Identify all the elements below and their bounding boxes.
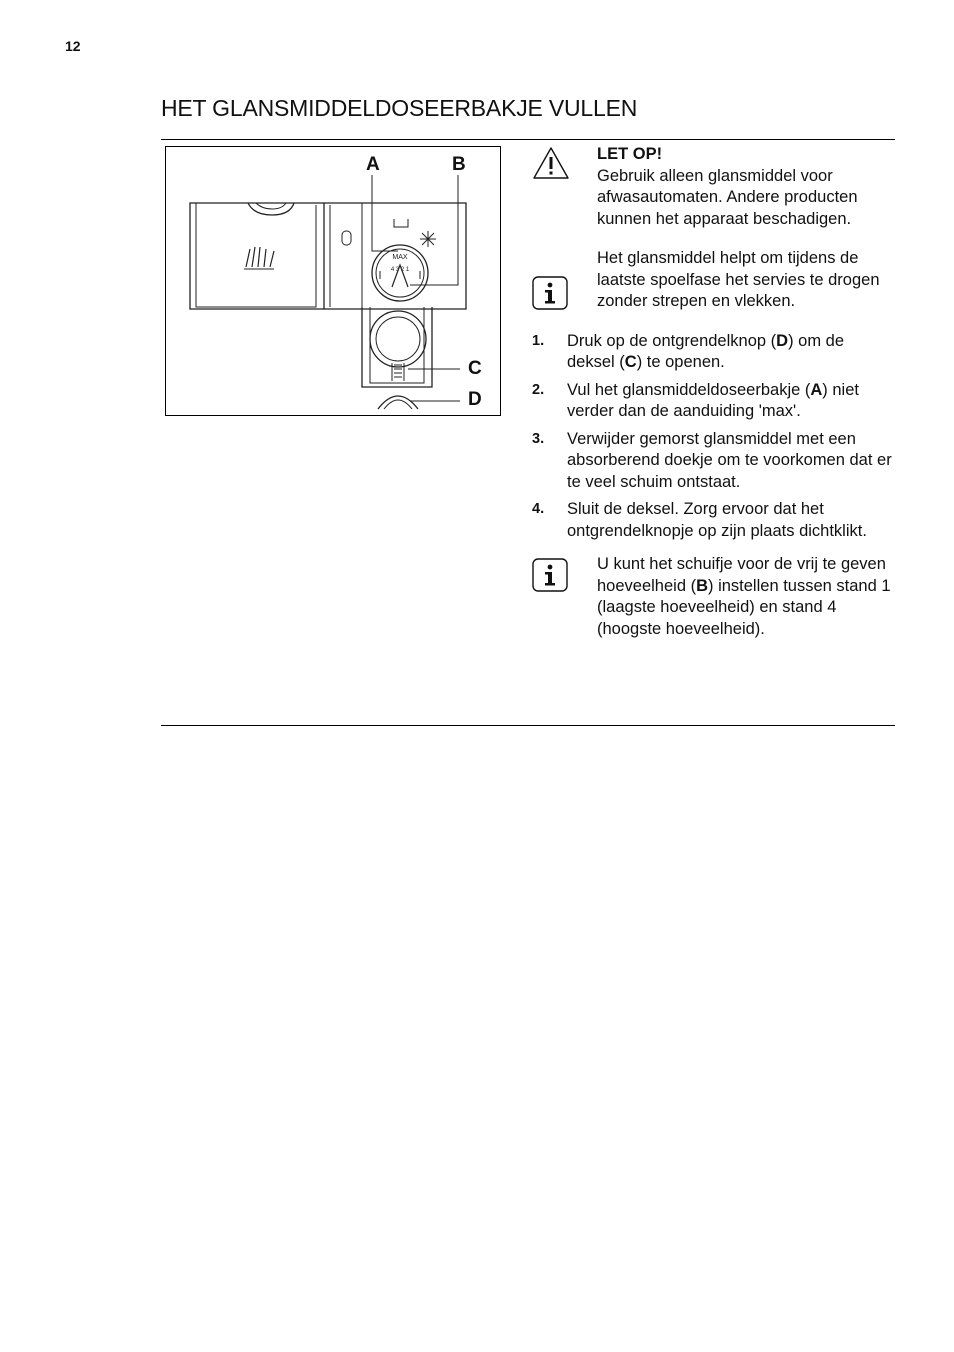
callout-c: C xyxy=(468,358,482,379)
callout-line-b xyxy=(410,175,458,285)
dispenser-outline xyxy=(190,203,324,309)
step-text: Sluit de deksel. Zorg ervoor dat het ontgrendelknopje op zijn plaats dichtklikt. xyxy=(567,500,867,540)
callout-a: A xyxy=(366,154,380,175)
refill-cap xyxy=(370,311,426,367)
info-text-1: Het glansmiddel helpt om tijdens de laatste spoelfase het servies te drogen zonder strepen en vlekken. xyxy=(597,249,880,310)
step-key: A xyxy=(810,380,823,399)
callout-b: B xyxy=(452,154,466,175)
top-rule xyxy=(161,139,895,140)
warning-notice xyxy=(532,144,892,230)
info-icon xyxy=(532,558,568,592)
step-text: ) om de deksel ( xyxy=(567,331,844,371)
callout-d: D xyxy=(468,389,482,410)
instructions-column xyxy=(532,144,892,640)
step-text: Verwijder gemorst glansmiddel met een absorberend doekje om te voorkomen dat er te veel schuim ontstaat. xyxy=(567,429,892,491)
release-button xyxy=(378,396,418,409)
step-text: ) te openen. xyxy=(636,353,725,371)
info-key: B xyxy=(696,576,708,595)
step-text: Vul het glansmiddeldoseerbakje ( xyxy=(567,380,811,399)
step-text: ) niet verder dan de aanduiding 'max'. xyxy=(567,380,859,420)
step-number: 4. xyxy=(532,501,545,517)
info-text-part: U kunt het schuifje voor de vrij te geven hoeveelheid ( xyxy=(597,555,886,595)
step-number: 1. xyxy=(532,332,545,349)
page-number: 12 xyxy=(65,38,81,54)
step-key: D xyxy=(776,331,789,350)
info-notice-2 xyxy=(532,554,892,640)
dial-scale-label: 4 3 2 1 xyxy=(390,267,410,273)
info-notice-1 xyxy=(532,248,892,313)
step-number: 2. xyxy=(532,381,545,398)
callout-line-a xyxy=(372,175,398,251)
step-key: C xyxy=(624,353,637,371)
section-title: HET GLANSMIDDELDOSEERBAKJE VULLEN xyxy=(161,95,638,121)
info-text-2 xyxy=(597,554,892,640)
list-item xyxy=(532,499,892,542)
warning-triangle-icon xyxy=(532,146,570,180)
grip-lines-icon xyxy=(246,247,274,267)
list-item xyxy=(532,429,892,494)
list-item xyxy=(532,380,892,423)
info-icon xyxy=(532,276,568,310)
warning-text: Gebruik alleen glansmiddel voor afwasautomaten. Andere producten kunnen het apparaat beschadigen. xyxy=(597,166,858,228)
step-text: Druk op de ontgrendelknop ( xyxy=(567,331,777,350)
dial-max-label: MAX xyxy=(392,254,408,261)
info-text-part: ) instellen tussen stand 1 (laagste hoeveelheid) en stand 4 (hoogste hoeveelheid). xyxy=(597,576,891,638)
list-item xyxy=(532,331,892,374)
dispenser-drawing xyxy=(166,147,502,417)
bottom-rule xyxy=(161,725,895,726)
warning-title: LET OP! xyxy=(597,145,663,163)
step-number: 3. xyxy=(532,430,545,447)
dispenser-illustration xyxy=(165,146,501,416)
sun-indicator-icon xyxy=(420,231,436,247)
step-list xyxy=(532,331,892,543)
